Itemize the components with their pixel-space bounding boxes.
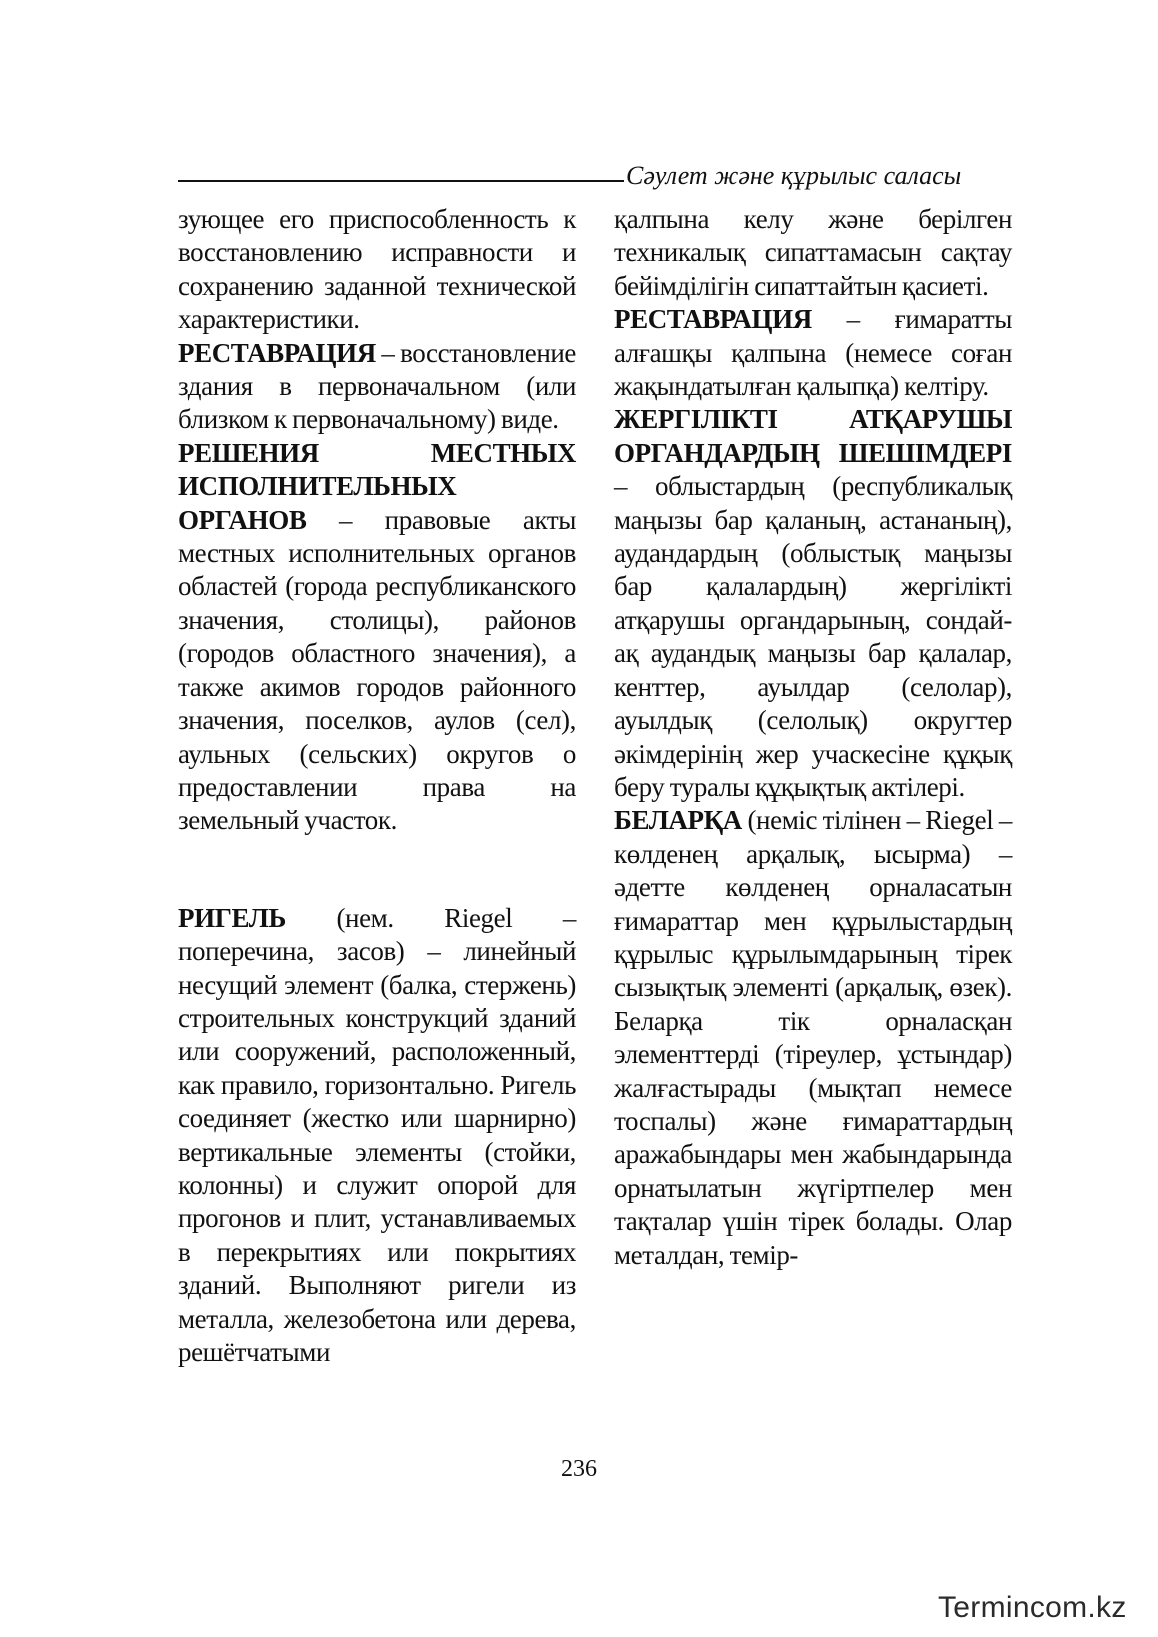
entry-term: ЖЕРГІЛІКТІ АТҚАРУШЫ ОРГАНДАРДЫҢ ШЕШІМДЕРІ <box>614 404 1012 468</box>
entry-text: (нем. Riegel – поперечина, засов) – линейный несущий элемент (балка, стержень) строительных конструкций зданий или сооружений, расположенный, как правило, горизонтально. Ригель соединяет (жестко или шарнирно) вертикальные элементы (стойки, колонны) и служит опорой для прогонов и плит, устанавливаемых в перекрытиях или покрытиях зданий. Выполняют ригели из металла, железобетона или дерева, решётчатыми <box>178 902 576 1367</box>
entry-term: РЕСТАВРАЦИЯ <box>178 337 376 368</box>
entry-term: РЕШЕНИЯ МЕСТНЫХ ИСПОЛНИТЕЛЬНЫХ ОРГАНОВ <box>178 437 576 535</box>
entry-term: РИГЕЛЬ <box>178 902 286 933</box>
entry-text: (неміс тілінен – Riegel – көлденең арқалық, ысырма) – əдетте көлденең орналасатын ғимараттар мен құрылыстардың құрылыс құрылымдарының тірек сызықтық элементі (арқалық, өзек). Беларқа тік орналасқан элементтерді (тіреулер, ұстындар) жалғастырады (мықтап немесе тоспалы) жəне ғимараттардың аражабындары мен жабындарында орнатылатын жүгіртпелер мен тақталар үшін тірек болады. Олар металдан, темір- <box>614 805 1012 1270</box>
right-column <box>614 203 1012 1272</box>
entry-restavratsiya-kz <box>614 303 1012 403</box>
entry-text: зующее его приспособленность к восстановлению исправности и сохранению заданной технической характеристики. <box>178 204 576 335</box>
entry-left-continuation <box>178 203 576 337</box>
column-gap <box>178 838 576 902</box>
header-rule <box>178 180 624 182</box>
entry-text: – правовые акты местных исполнительных органов областей (города республиканского значения, столицы), районов (городов областного значения), а также акимов городов районного значения, поселков, аулов (сел), аульных (сельских) округов о предоставлении права на земельный участок. <box>178 504 576 836</box>
entry-text: – восстановление здания в первоначальном (или близком к первоначальному) виде. <box>178 337 576 435</box>
entry-belarqa-kz <box>614 804 1012 1272</box>
entry-text: – облыстардың (республикалық маңызы бар қаланың, астананың), аудандардың (облыстық маңызы бар қалалардың) жергілікті атқарушы органдарының, сондай-ақ аудандық маңызы бар қалалар, кенттер, ауылдар (селолар), ауылдық (селолық) округтер əкімдерінің жер учаскесіне құқық беру туралы құқықтық актілері. <box>614 471 1012 802</box>
entry-term: РЕСТАВРАЦИЯ <box>614 304 812 335</box>
entry-sheshimderi-kz <box>614 403 1012 804</box>
running-head: Сəулет жəне құрылыс саласы <box>626 161 962 190</box>
entry-restavratsiya-ru <box>178 337 576 437</box>
entry-text: қалпына келу жəне берілген техникалық сипаттамасын сақтау бейімділігін сипаттайтын қасиеті. <box>614 204 1012 301</box>
page-number: 236 <box>561 1456 597 1482</box>
entry-text: – ғимаратты алғашқы қалпына (немесе соған жақындатылған қалыпқа) келтіру. <box>614 304 1012 402</box>
left-column <box>178 203 576 1369</box>
entry-right-continuation <box>614 203 1012 303</box>
watermark-logo: Termincom.kz <box>938 1591 1127 1624</box>
entry-rigel-ru <box>178 902 576 1370</box>
entry-resheniya-ru <box>178 437 576 838</box>
entry-term: БЕЛАРҚА <box>614 805 742 836</box>
